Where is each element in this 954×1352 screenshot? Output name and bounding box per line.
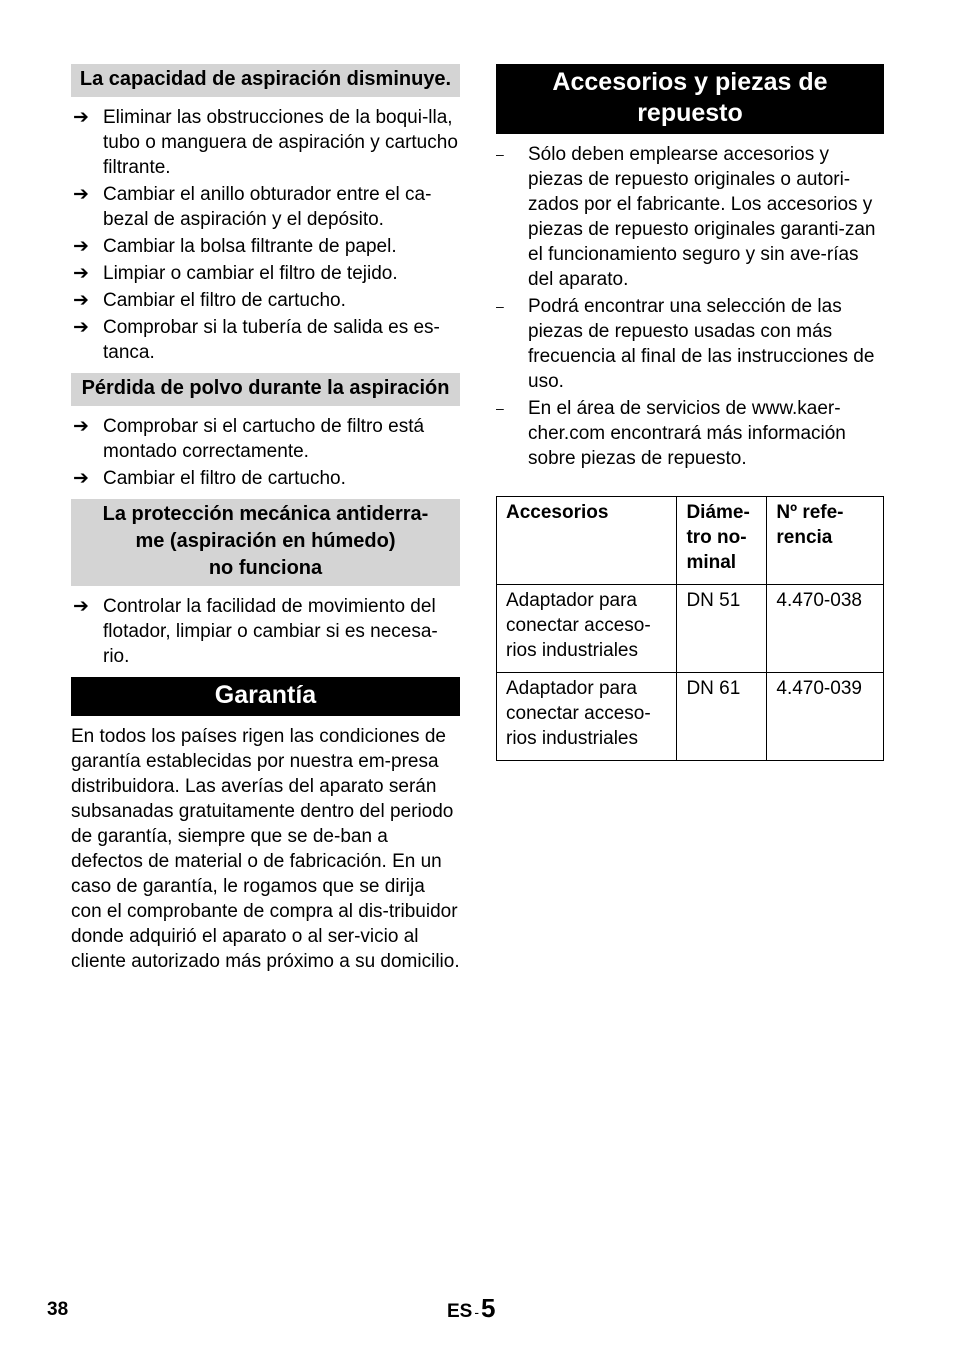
list-item: ➔ Cambiar el anillo obturador entre el ca-bezal de aspiración y el depósito. — [73, 184, 432, 230]
list-item: ➔ Eliminar las obstrucciones de la boqui-lla, tubo o manguera de aspiración y cartucho filtrante. — [73, 107, 458, 178]
arrow-right-icon: ➔ — [73, 317, 89, 338]
arrow-right-icon: ➔ — [73, 290, 89, 311]
dash-icon: – — [496, 298, 504, 314]
dash-icon: – — [496, 146, 504, 162]
arrow-right-icon: ➔ — [73, 468, 89, 489]
section-label — [447, 1293, 496, 1328]
warranty-text: En todos los países rigen las condiciones de garantía establecidas por nuestra em-presa distribuidora. Las averías del aparato serán subsanadas gratuitamente dentro del periodo de garantía, siempre que se de-ban a defectos de material o de fabricación. En un caso de garantía, le rogamos que se dirija con el comprobante de compra al dis-tribuidor donde adquirió el aparato o al ser-vicio al cliente autorizado más próximo a su domicilio. — [71, 726, 460, 972]
arrow-right-icon: ➔ — [73, 236, 89, 257]
list-item: ➔ Cambiar la bolsa filtrante de papel. — [73, 236, 397, 257]
section-number: 5 — [481, 1293, 496, 1323]
table-header-row — [497, 497, 884, 585]
language-code: ES — [447, 1301, 473, 1322]
dash-icon: – — [496, 400, 504, 416]
cell-diameter: DN 51 — [677, 585, 767, 673]
right-column — [496, 64, 884, 761]
cell-diameter: DN 61 — [677, 673, 767, 761]
cell-accessory: Adaptador para conectar acceso-rios industriales — [497, 673, 677, 761]
table-row — [497, 585, 884, 673]
heading-suction-decreases: La capacidad de aspiración disminuye. — [71, 64, 460, 97]
arrow-right-icon: ➔ — [73, 107, 89, 128]
heading-line: La protección mecánica antiderra- — [102, 503, 429, 525]
list-item: – Podrá encontrar una selección de las piezas de repuesto usadas con más frecuencia al final de las instrucciones de uso. — [496, 296, 875, 392]
list-item: – En el área de servicios de www.kaer-cher.com encontrará más información sobre piezas de repuesto. — [496, 398, 846, 469]
header-nominal-diameter: Diáme-tro no-minal — [677, 497, 767, 585]
list-dust-loss-remedies — [71, 414, 460, 491]
list-item: ➔ Comprobar si la tubería de salida es es-tanca. — [73, 317, 440, 363]
heading-overflow-protection — [71, 499, 460, 586]
arrow-right-icon: ➔ — [73, 596, 89, 617]
separator: - — [474, 1304, 480, 1320]
cell-accessory: Adaptador para conectar acceso-rios industriales — [497, 585, 677, 673]
list-item: – Sólo deben emplearse accesorios y piezas de repuesto originales o autori-zados por el fabricante. Los accesorios y piezas de repuesto originales garanti-zan el funcionamiento seguro y sin ave-rías del aparato. — [496, 144, 876, 290]
arrow-right-icon: ➔ — [73, 184, 89, 205]
list-overflow-remedies — [71, 594, 460, 669]
page-number: 38 — [47, 1299, 69, 1320]
table-row — [497, 673, 884, 761]
list-item: ➔ Controlar la facilidad de movimiento del flotador, limpiar o cambiar si es necesa-rio. — [73, 596, 438, 667]
cell-reference: 4.470-038 — [767, 585, 884, 673]
list-suction-remedies — [71, 105, 460, 365]
heading-warranty: Garantía — [71, 677, 460, 716]
list-item: ➔ Limpiar o cambiar el filtro de tejido. — [73, 263, 398, 284]
arrow-right-icon: ➔ — [73, 416, 89, 437]
heading-line: me (aspiración en húmedo) — [135, 530, 396, 552]
list-item: ➔ Cambiar el filtro de cartucho. — [73, 468, 346, 489]
header-accessories: Accesorios — [497, 497, 677, 585]
cell-reference: 4.470-039 — [767, 673, 884, 761]
heading-line: no funciona — [208, 557, 323, 579]
heading-dust-loss: Pérdida de polvo durante la aspiración — [71, 373, 460, 406]
list-item: ➔ Comprobar si el cartucho de filtro está montado correctamente. — [73, 416, 425, 462]
header-reference-number: Nº refe-rencia — [767, 497, 884, 585]
accessories-table — [496, 496, 884, 761]
list-item: ➔ Cambiar el filtro de cartucho. — [73, 290, 346, 311]
list-accessories-notes — [496, 142, 884, 471]
arrow-right-icon: ➔ — [73, 263, 89, 284]
heading-accessories: Accesorios y piezas de repuesto — [496, 64, 884, 134]
left-column — [71, 64, 460, 974]
